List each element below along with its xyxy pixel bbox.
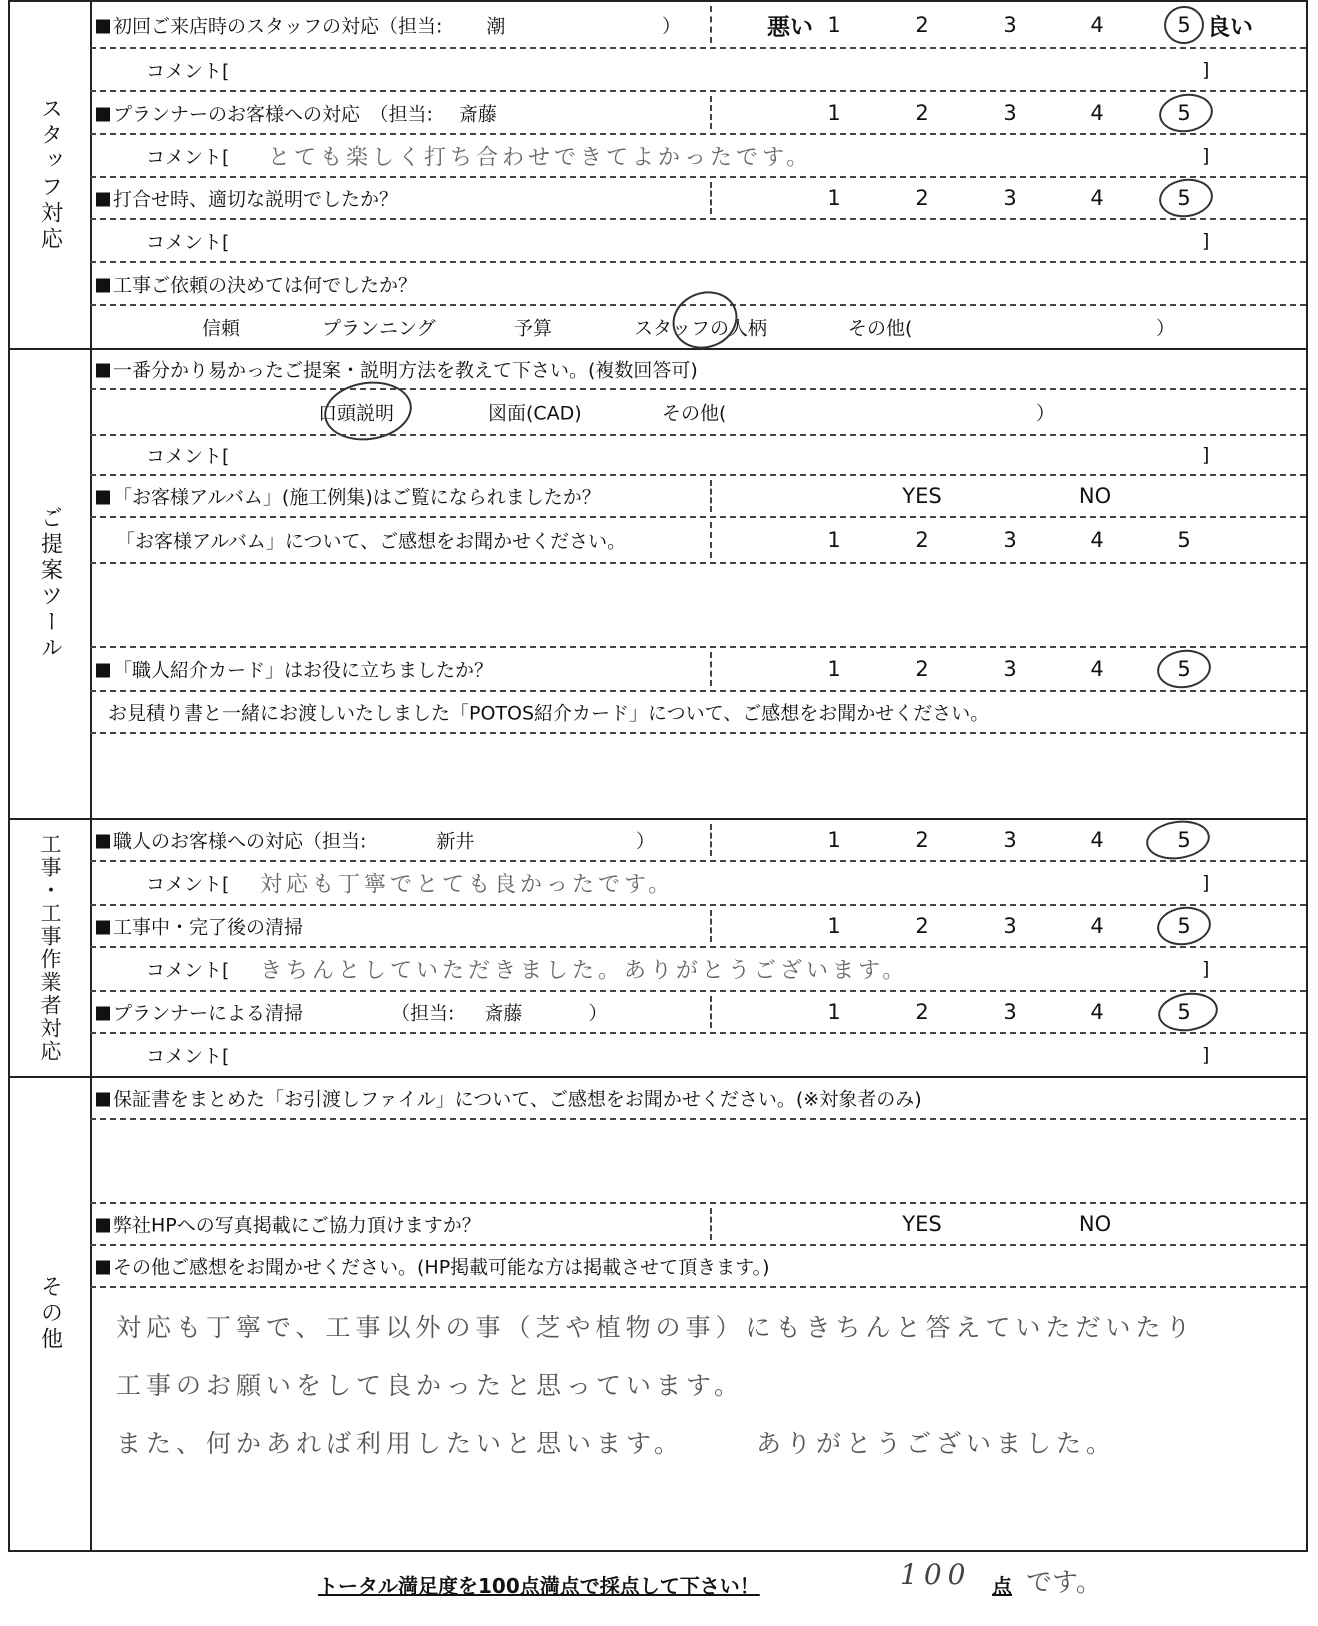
comment-label: コメント[ <box>146 873 230 896</box>
rating-1[interactable]: 1 <box>827 12 841 37</box>
rating-4[interactable]: 4 <box>1090 657 1104 681</box>
rating-5[interactable]: 5 <box>1177 186 1191 210</box>
proposal-q5-row <box>90 692 1306 734</box>
work-q1-row <box>90 820 1306 862</box>
question: 工事中・完了後の清掃 <box>96 913 303 940</box>
rating-5[interactable]: 5 <box>1177 914 1191 938</box>
option-cad[interactable]: 図面(CAD) <box>488 402 582 425</box>
comment-row <box>90 948 1306 992</box>
staff-q2-row <box>90 92 1306 135</box>
other-q3-row <box>90 1246 1306 1288</box>
good-label: 良い <box>1207 14 1253 40</box>
yes-option[interactable]: YES <box>902 484 942 508</box>
proposal-q1-row <box>90 350 1306 390</box>
card-comment-area[interactable] <box>90 734 1306 818</box>
selected-circle <box>1162 3 1207 46</box>
comment-row <box>90 434 1306 476</box>
option-other[interactable]: その他( <box>662 402 727 425</box>
comment-bracket: ] <box>1202 958 1210 980</box>
free-comment-area[interactable] <box>90 1288 1306 1548</box>
comment-row <box>90 862 1306 906</box>
rating-5[interactable]: 5 <box>1177 828 1191 852</box>
handwritten-line: 工事のお願いをして良かったと思っています。 <box>116 1371 745 1400</box>
bad-label: 悪い <box>767 14 813 40</box>
rating-scale <box>710 906 1306 946</box>
rating-5[interactable]: 5 <box>1177 12 1191 37</box>
rating-1[interactable]: 1 <box>827 528 841 552</box>
question: 弊社HPへの写真掲載にご協力頂けますか？ <box>96 1211 481 1238</box>
rating-5[interactable]: 5 <box>1177 100 1191 125</box>
question: その他ご感想をお聞かせください。(HP掲載可能な方は掲載させて頂きます。) <box>96 1253 770 1280</box>
option-other-close: ） <box>1156 317 1176 340</box>
rating-1[interactable]: 1 <box>827 100 841 125</box>
rating-2[interactable]: 2 <box>915 528 929 552</box>
rating-3[interactable]: 3 <box>1003 12 1017 37</box>
rating-4[interactable]: 4 <box>1090 100 1104 125</box>
square-bullet-icon <box>96 1007 110 1021</box>
question: プランナーのお客様への対応 （担当: 斎藤 <box>96 99 497 126</box>
options-row <box>90 390 1306 434</box>
handwritten-comment: とても楽しく打ち合わせできてよかったです。 <box>268 145 813 170</box>
comment-bracket: ] <box>1202 872 1210 894</box>
question: 「職人紹介カード」はお役に立ちましたか？ <box>96 656 493 683</box>
comment-bracket: ] <box>1202 58 1210 81</box>
section-label: スタッフ対応 <box>10 2 92 348</box>
other-q1-row <box>90 1078 1306 1120</box>
rating-4[interactable]: 4 <box>1090 12 1104 37</box>
rating-scale <box>710 648 1306 690</box>
selected-circle <box>1155 646 1214 691</box>
selected-circle <box>1157 175 1216 220</box>
rating-2[interactable]: 2 <box>915 914 929 938</box>
no-option[interactable]: NO <box>1078 484 1112 508</box>
rating-scale <box>710 92 1306 133</box>
option-budget[interactable]: 予算 <box>514 317 553 340</box>
comment-label: コメント[ <box>146 60 230 82</box>
rating-4[interactable]: 4 <box>1090 828 1104 852</box>
rating-2[interactable]: 2 <box>915 657 929 681</box>
square-bullet-icon <box>96 491 110 505</box>
rating-scale <box>710 992 1306 1032</box>
comment-label: コメント[ <box>146 146 230 168</box>
comment-label: コメント[ <box>146 1045 230 1068</box>
question: 打合せ時、適切な説明でしたか？ <box>96 185 398 212</box>
rating-4[interactable]: 4 <box>1090 914 1104 938</box>
square-bullet-icon <box>96 835 110 849</box>
rating-3[interactable]: 3 <box>1003 828 1017 852</box>
score-unit: 点 <box>992 1574 1012 1598</box>
comment-bracket: ] <box>1202 1044 1210 1066</box>
section-other <box>10 1078 1306 1550</box>
question: プランナーによる清掃 （担当: 斎藤 ） <box>96 999 607 1026</box>
handwritten-line: また、何かあれば利用したいと思います。 <box>116 1429 685 1458</box>
rating-1[interactable]: 1 <box>827 1000 841 1024</box>
yes-no <box>710 476 1306 516</box>
rating-4[interactable]: 4 <box>1090 528 1104 552</box>
rating-scale <box>710 518 1306 562</box>
comment-bracket: ] <box>1202 229 1210 252</box>
options-row <box>90 306 1306 348</box>
selected-circle <box>1144 817 1213 864</box>
rating-scale <box>710 820 1306 860</box>
question: 一番分かり易かったご提案・説明方法を教えて下さい。(複数回答可) <box>96 356 698 383</box>
handwritten-comment: 対応も丁寧でとても良かったです。 <box>260 872 675 898</box>
option-planning[interactable]: プランニング <box>322 317 436 340</box>
handwritten-comment: きちんとしていただきました。ありがとうございます。 <box>260 958 909 984</box>
total-score-label: トータル満足度を100点満点で採点して下さい！ <box>318 1574 760 1598</box>
section-work <box>10 820 1306 1078</box>
selected-circle <box>1157 90 1216 135</box>
rating-1[interactable]: 1 <box>827 828 841 852</box>
handwritten-line: 対応も丁寧で、工事以外の事（芝や植物の事）にもきちんと答えていただいたり <box>116 1313 1196 1342</box>
section-staff <box>10 2 1306 350</box>
option-other[interactable]: その他( <box>848 317 913 340</box>
section-label: 工事・工事作業者対応 <box>10 820 92 1076</box>
rating-scale <box>710 2 1306 47</box>
rating-3[interactable]: 3 <box>1003 914 1017 938</box>
yes-option[interactable]: YES <box>902 1212 942 1236</box>
survey-sheet <box>8 0 1308 1552</box>
total-score-value[interactable]: 100 <box>900 1558 972 1591</box>
comment-label: コメント[ <box>146 959 230 982</box>
rating-2[interactable]: 2 <box>915 1000 929 1024</box>
comment-row <box>90 220 1306 263</box>
section-label: ご提案ツール <box>10 350 92 818</box>
album-comment-area[interactable] <box>90 562 1306 648</box>
rating-5[interactable]: 5 <box>1177 657 1191 681</box>
square-bullet-icon <box>96 1093 110 1107</box>
question: お見積り書と一緒にお渡しいたしました「POTOS紹介カード」について、ご感想をお聞かせください。 <box>108 702 990 725</box>
rating-1[interactable]: 1 <box>827 914 841 938</box>
question: 保証書をまとめた「お引渡しファイル」について、ご感想をお聞かせください。(※対象者のみ) <box>96 1085 922 1112</box>
square-bullet-icon <box>96 193 110 207</box>
rating-5[interactable]: 5 <box>1177 1000 1191 1024</box>
comment-bracket: ] <box>1202 144 1210 167</box>
square-bullet-icon <box>96 921 110 935</box>
option-other-close: ） <box>1036 402 1056 425</box>
square-bullet-icon <box>96 19 110 33</box>
rating-3[interactable]: 3 <box>1003 1000 1017 1024</box>
no-option[interactable]: NO <box>1078 1212 1112 1236</box>
comment-bracket: ] <box>1202 444 1210 466</box>
rating-2[interactable]: 2 <box>915 12 929 37</box>
handover-comment-area[interactable] <box>90 1120 1306 1204</box>
rating-2[interactable]: 2 <box>915 100 929 125</box>
comment-label: コメント[ <box>146 231 230 253</box>
rating-3[interactable]: 3 <box>1003 100 1017 125</box>
square-bullet-icon <box>96 364 110 378</box>
comment-label: コメント[ <box>146 445 230 468</box>
option-staff-personality[interactable]: スタッフの人柄 <box>634 317 768 340</box>
staff-q1-row <box>90 2 1306 49</box>
rating-4[interactable]: 4 <box>1090 186 1104 210</box>
selected-circle <box>1155 903 1214 948</box>
rating-2[interactable]: 2 <box>915 828 929 852</box>
rating-1[interactable]: 1 <box>827 186 841 210</box>
staff-q3-row <box>90 178 1306 220</box>
rating-3[interactable]: 3 <box>1003 528 1017 552</box>
square-bullet-icon <box>96 664 110 678</box>
work-q2-row <box>90 906 1306 948</box>
rating-1[interactable]: 1 <box>827 657 841 681</box>
work-q3-row <box>90 992 1306 1034</box>
rating-5[interactable]: 5 <box>1177 528 1191 552</box>
comment-row <box>90 1034 1306 1076</box>
proposal-q4-row <box>90 648 1306 692</box>
square-bullet-icon <box>96 1219 110 1233</box>
question: 「お客様アルバム」(施工例集)はご覧になられましたか？ <box>96 483 601 510</box>
comment-row <box>90 49 1306 92</box>
section-label: その他 <box>10 1078 92 1550</box>
handwritten-line: ありがとうございました。 <box>756 1429 1117 1458</box>
question: 初回ご来店時のスタッフの対応（担当: 潮 ） <box>96 11 505 38</box>
rating-4[interactable]: 4 <box>1090 1000 1104 1024</box>
other-q2-row <box>90 1204 1306 1246</box>
yes-no <box>710 1204 1306 1244</box>
question: 職人のお客様への対応（担当: 新井 ） <box>96 827 474 854</box>
rating-3[interactable]: 3 <box>1003 186 1017 210</box>
square-bullet-icon <box>96 107 110 121</box>
score-suffix: です。 <box>1026 1568 1102 1598</box>
option-trust[interactable]: 信頼 <box>202 317 241 340</box>
square-bullet-icon <box>96 278 110 292</box>
comment-row <box>90 135 1306 178</box>
rating-scale <box>710 178 1306 218</box>
question: 工事ご依頼の決めては何でしたか？ <box>96 270 417 297</box>
square-bullet-icon <box>96 1261 110 1275</box>
rating-2[interactable]: 2 <box>915 186 929 210</box>
section-proposal <box>10 350 1306 820</box>
proposal-q3-row <box>90 518 1306 562</box>
proposal-q2-row <box>90 476 1306 518</box>
selected-circle <box>1156 989 1221 1035</box>
question: 「お客様アルバム」について、ご感想をお聞かせください。 <box>116 530 627 553</box>
option-verbal[interactable]: 口頭説明 <box>318 402 395 425</box>
rating-3[interactable]: 3 <box>1003 657 1017 681</box>
